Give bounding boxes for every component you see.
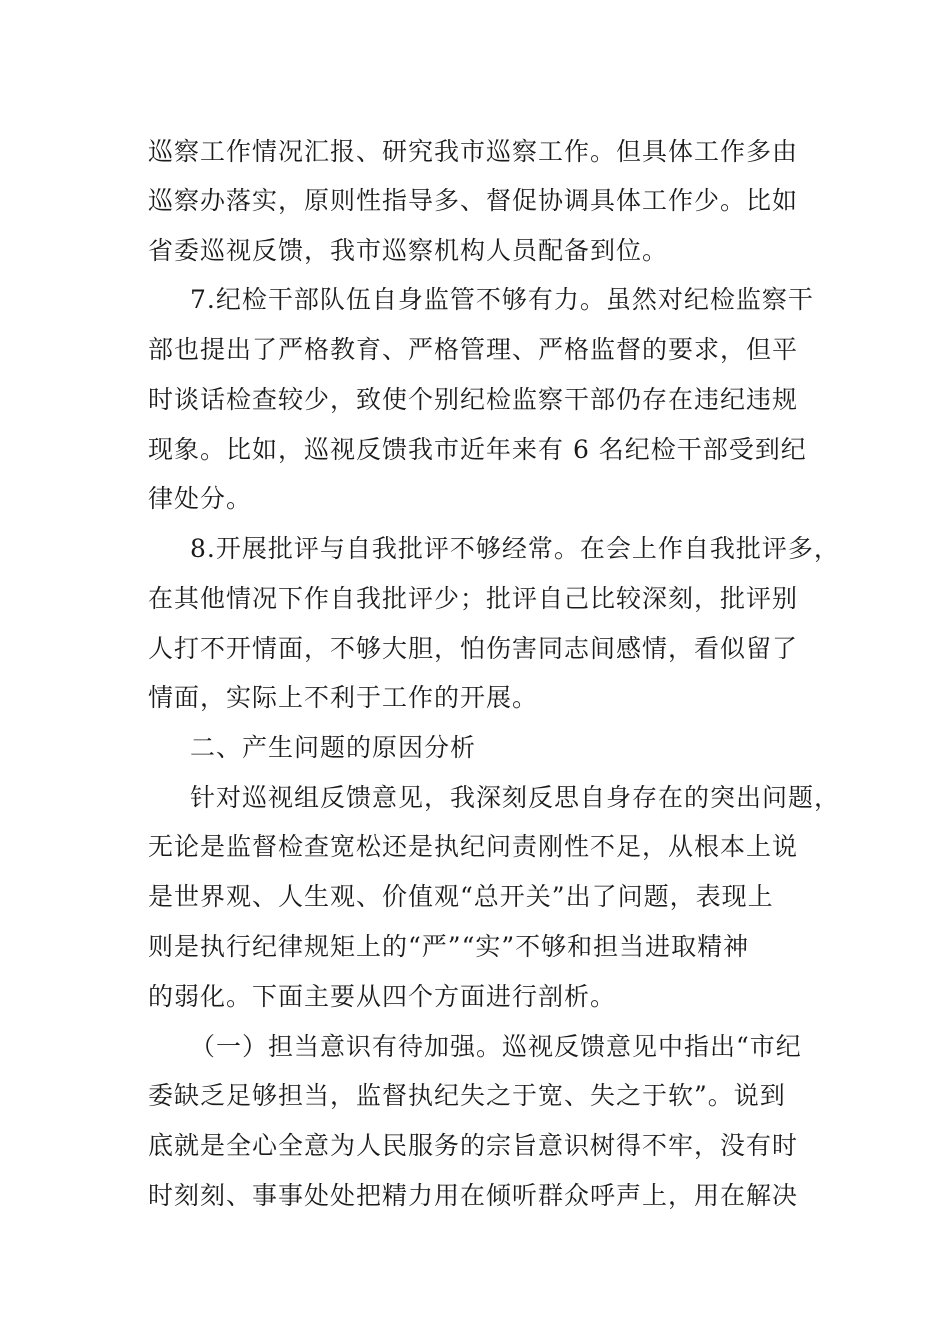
- text-line: （一）担当意识有待加强。巡视反馈意见中指出“市纪: [190, 1032, 802, 1061]
- text-line: 时刻刻、事事处处把精力用在倾听群众呼声上，用在解决: [148, 1181, 799, 1210]
- text-line: 律处分。: [148, 484, 253, 513]
- text-line: 是世界观、人生观、价值观“总开关”出了问题，表现上: [148, 882, 774, 911]
- section-heading: 二、产生问题的原因分析: [190, 733, 477, 762]
- text-line: 在其他情况下作自我批评少；批评自己比较深刻，批评别: [148, 584, 799, 613]
- text-line: 无论是监督检查宽松还是执纪问责刚性不足，从根本上说: [148, 832, 799, 861]
- text-line: 巡察办落实，原则性指导多、督促协调具体工作少。比如: [148, 186, 799, 215]
- text-line: 底就是全心全意为人民服务的宗旨意识树得不牢，没有时: [148, 1131, 799, 1160]
- text-line: 针对巡视组反馈意见，我深刻反思自身存在的突出问题，: [190, 783, 841, 812]
- text-line: 情面，实际上不利于工作的开展。: [148, 683, 539, 712]
- text-line: 的弱化。下面主要从四个方面进行剖析。: [148, 982, 617, 1011]
- text-line: 8.开展批评与自我批评不够经常。在会上作自我批评多，: [190, 534, 840, 563]
- text-line: 时谈话检查较少，致使个别纪检监察干部仍存在违纪违规: [148, 385, 799, 414]
- text-line: 7.纪检干部队伍自身监管不够有力。虽然对纪检监察干: [190, 285, 814, 314]
- text-line: 巡察工作情况汇报、研究我市巡察工作。但具体工作多由: [148, 137, 799, 166]
- text-line: 人打不开情面，不够大胆，怕伤害同志间感情，看似留了: [148, 634, 799, 663]
- text-line: 则是执行纪律规矩上的“严”“实”不够和担当进取精神: [148, 932, 750, 961]
- text-line: 现象。比如，巡视反馈我市近年来有 6 名纪检干部受到纪: [148, 435, 807, 464]
- text-line: 委缺乏足够担当，监督执纪失之于宽、失之于软”。说到: [148, 1081, 786, 1110]
- text-line: 省委巡视反馈，我市巡察机构人员配备到位。: [148, 236, 669, 265]
- text-line: 部也提出了严格教育、严格管理、严格监督的要求，但平: [148, 335, 799, 364]
